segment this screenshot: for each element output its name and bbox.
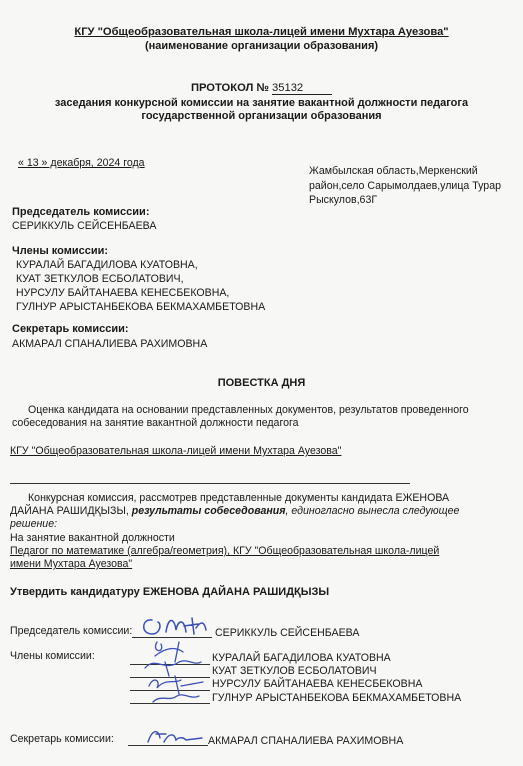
location-line1: Жамбылская область,Меркенский (309, 165, 478, 177)
protocol-subtitle-line1: заседания конкурсной комиссии на занятие вакантной должности педагога (54, 97, 469, 109)
position-line2: имени Мухтара Ауезова" (10, 558, 133, 570)
org-name (0, 26, 523, 38)
members-signatures-icon (135, 636, 210, 708)
sig-member-name: КУАТ ЗЕТКУЛОВ ЕСБОЛАТОВИЧ (212, 665, 377, 677)
sig-chair-label: Председатель комиссии: (10, 625, 133, 637)
sig-member-name: ГУЛНУР АРЫСТАНБЕКОВА БЕКМАХАМБЕТОВНА (212, 692, 462, 704)
location-line3: Рыскулов,63Г (309, 194, 378, 206)
sig-member-name: КУРАЛАЙ БАГАДИЛОВА КУАТОВНА (212, 652, 391, 664)
location-line2: район,село Сарымолдаев,улица Турар (309, 180, 501, 192)
agenda-org-link: КГУ "Общеобразовательная школа-лицей имени Мухтара Ауезова" (10, 445, 342, 457)
member-item: НУРСУЛУ БАЙТАНАЕВА КЕНЕСБЕКОВНА, (16, 287, 230, 299)
org-caption: (наименование организации образования) (144, 40, 379, 52)
agenda-text-line2: собеседования на занятие вакантной должности педагога (12, 417, 299, 429)
decision-line4: На занятие вакантной должности (10, 532, 175, 544)
decision-line3: решение: (10, 518, 58, 530)
org-name-text: КГУ "Общеобразовательная школа-лицей имени Мухтара Ауезова" (74, 26, 449, 38)
position-line1: Педагог по математике (алгебра/геометрия), КГУ "Общеобразовательная школа-лицей (10, 545, 440, 557)
protocol-subtitle-line2: государственной организации образования (141, 110, 382, 122)
secretary-name: АКМАРАЛ СПАНАЛИЕВА РАХИМОВНА (12, 338, 208, 350)
sig-secretary-label: Секретарь комиссии: (10, 733, 114, 745)
decision-line2 (10, 505, 459, 517)
decision-candidate: ДАЙАНА РАШИДҚЫЗЫ, (10, 505, 132, 517)
chair-name: СЕРИККУЛЬ СЕЙСЕНБАЕВА (12, 220, 157, 232)
members-label: Члены комиссии: (12, 245, 109, 257)
decision-line1: Конкурсная комиссия, рассмотрев представленные документы кандидата ЕЖЕНОВА (28, 492, 450, 504)
member-item: КУРАЛАЙ БАГАДИЛОВА КУАТОВНА, (16, 259, 198, 271)
protocol-title (0, 82, 523, 95)
secretary-signature-icon (140, 724, 206, 748)
approve-candidate: Утвердить кандидатуру ЕЖЕНОВА ДАЙАНА РАШИДҚЫЗЫ (10, 586, 330, 598)
member-item: ГУЛНУР АРЫСТАНБЕКОВА БЕКМАХАМБЕТОВНА (16, 301, 266, 313)
sig-member-name: НУРСУЛУ БАЙТАНАЕВА КЕНЕСБЕКОВНА (212, 678, 423, 690)
divider-line (10, 483, 410, 484)
secretary-label: Секретарь комиссии: (12, 323, 129, 335)
decision-line2-tail: , единогласно вынесла следующее (285, 505, 460, 517)
meeting-date: « 13 » декабря, 2024 года (18, 157, 145, 169)
protocol-number: 35132 (272, 82, 332, 95)
sig-chair-name: СЕРИККУЛЬ СЕЙСЕНБАЕВА (215, 627, 360, 639)
agenda-text-line1: Оценка кандидата на основании представленных документов, результатов проведенного (28, 404, 469, 416)
sig-members-label: Члены комиссии: (10, 650, 95, 662)
decision-interview-results: результаты собеседования (131, 505, 286, 517)
agenda-title: ПОВЕСТКА ДНЯ (217, 377, 306, 389)
protocol-title-prefix: ПРОТОКОЛ № (190, 82, 269, 94)
sig-secretary-name: АКМАРАЛ СПАНАЛИЕВА РАХИМОВНА (208, 735, 404, 747)
chair-label: Председатель комиссии: (12, 206, 150, 218)
member-item: КУАТ ЗЕТКУЛОВ ЕСБОЛАТОВИЧ, (16, 273, 184, 285)
